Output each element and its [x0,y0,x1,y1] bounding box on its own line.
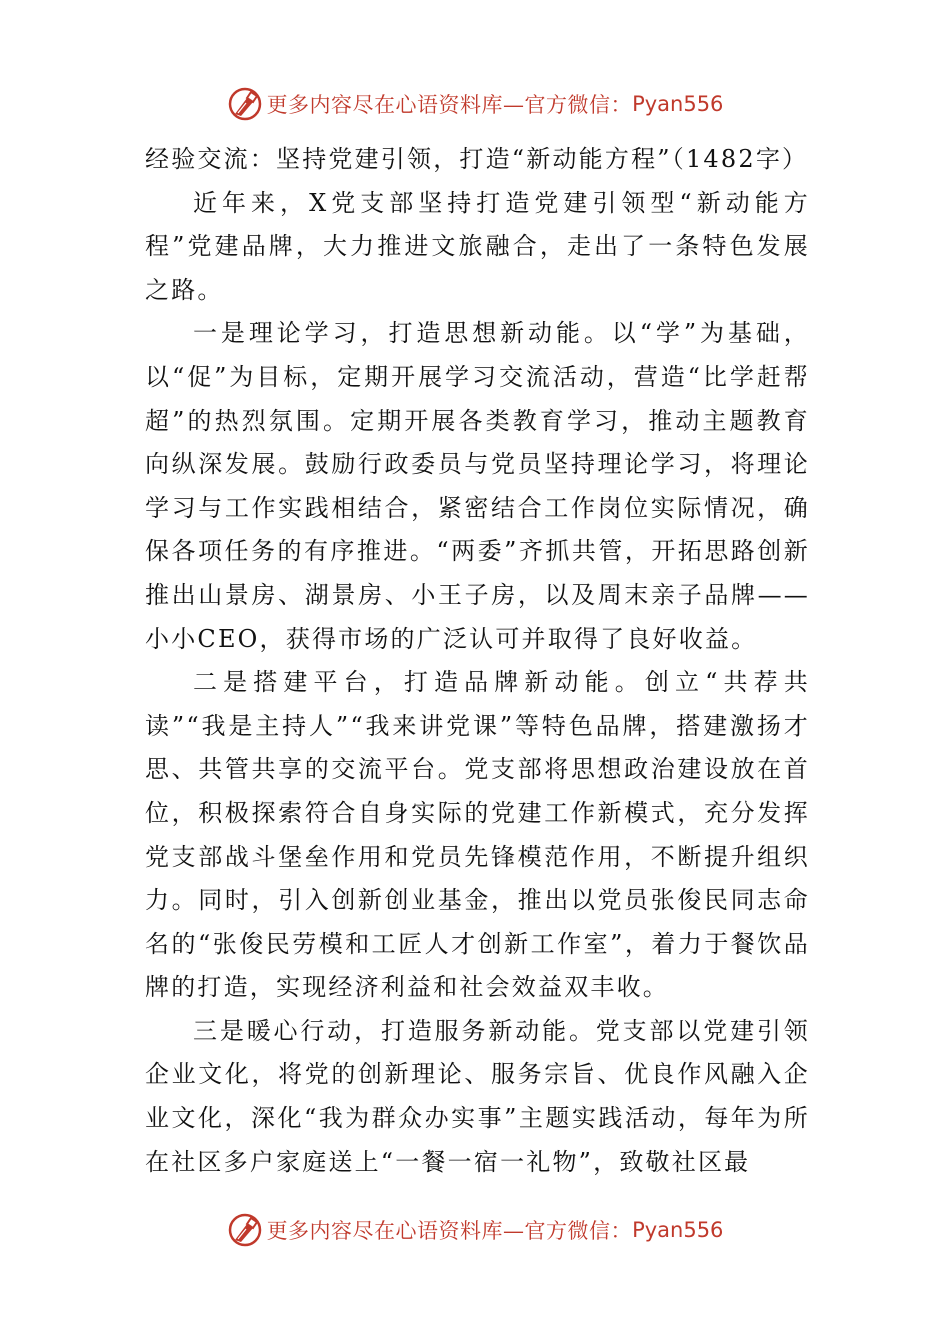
document-title: 经验交流：坚持党建引领，打造“新动能方程”（1482字） [145,145,809,173]
paragraph-warm-action: 三是暖心行动，打造服务新动能。党支部以党建引领企业文化，将党的创新理论、服务宗旨、优良作风融入企业文化，深化“我为群众办实事”主题实践活动，每年为所在社区多户家庭送上“一餐一宿一礼物”，致敬社区最 [145,1016,810,1176]
banner-text: 更多内容尽在心语资料库—官方微信： [266,93,633,117]
pen-nib-logo-icon [227,1212,263,1248]
document-body [145,138,810,1184]
header-banner [0,84,950,124]
paragraph-platform-building: 二是搭建平台，打造品牌新动能。创立“共荐共读”“我是主持人”“我来讲党课”等特色品牌，搭建激扬才思、共管共享的交流平台。党支部将思想政治建设放在首位，积极探索符合自身实际的党建工作新模式，充分发挥党支部战斗堡垒作用和党员先锋模范作用，不断提升组织力。同时，引入创新创业基金，推出以党员张俊民同志命名的“张俊民劳模和工匠人才创新工作室”，着力于餐饮品牌的打造，实现经济利益和社会效益双丰收。 [145,668,810,1002]
banner-text: 更多内容尽在心语资料库—官方微信： [266,1219,633,1243]
banner-wechat-handle: Pyan556 [632,92,724,116]
pen-nib-logo-icon [227,86,263,122]
banner-wechat-handle: Pyan556 [632,1218,724,1242]
paragraph-intro: 近年来，X党支部坚持打造党建引领型“新动能方程”党建品牌，大力推进文旅融合，走出了一条特色发展之路。 [145,188,810,304]
footer-banner [0,1210,950,1250]
paragraph-theory-study: 一是理论学习，打造思想新动能。以“学”为基础，以“促”为目标，定期开展学习交流活动，营造“比学赶帮超”的热烈氛围。定期开展各类教育学习，推动主题教育向纵深发展。鼓励行政委员与党员坚持理论学习，将理论学习与工作实践相结合，紧密结合工作岗位实际情况，确保各项任务的有序推进。“两委”齐抓共管，开拓思路创新推出山景房、湖景房、小王子房，以及周末亲子品牌——小小CEO，获得市场的广泛认可并取得了良好收益。 [145,319,810,653]
